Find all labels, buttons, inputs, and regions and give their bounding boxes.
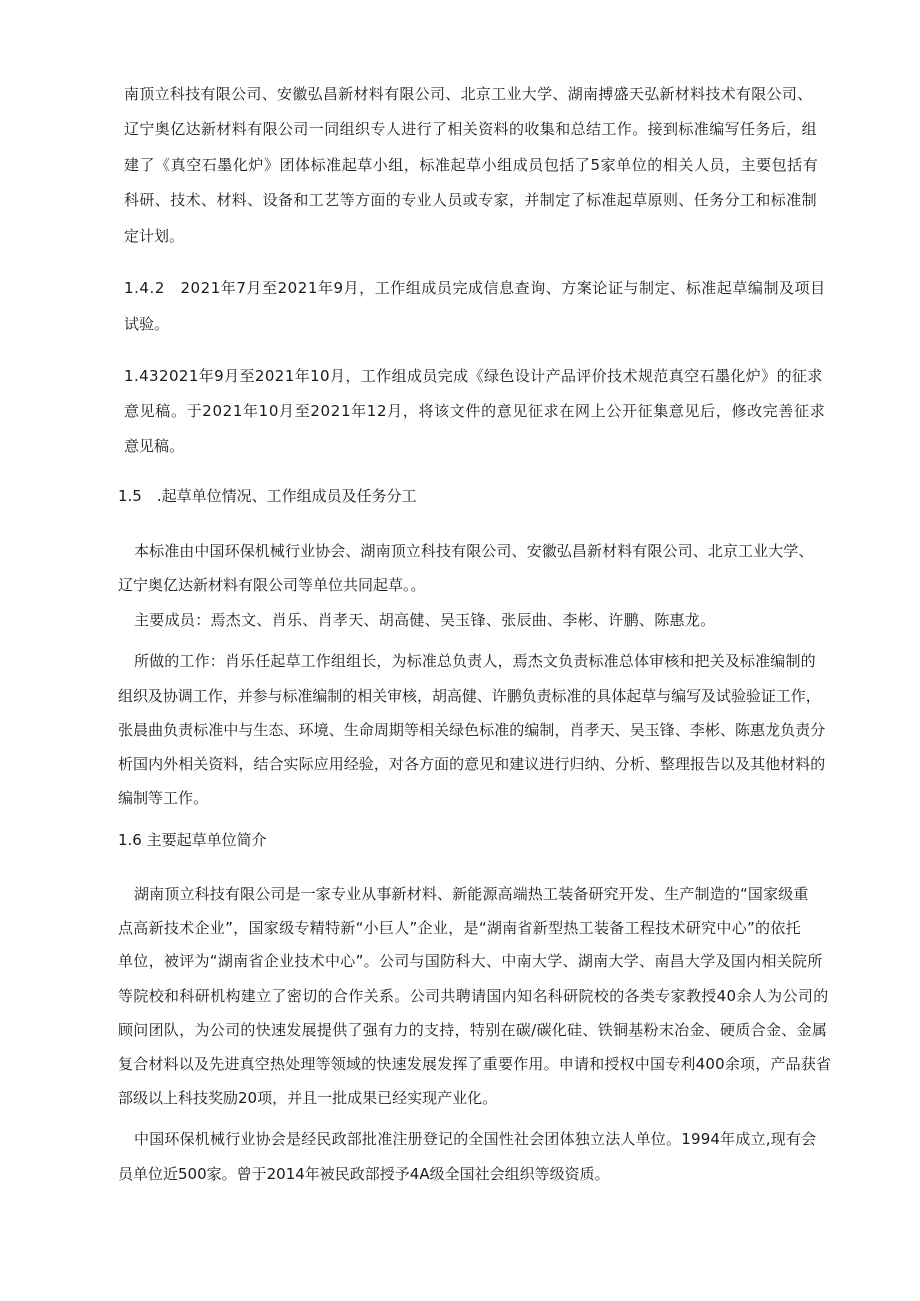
text-line: 意见稿。 [124,437,185,455]
text-line: 辽宁奥亿达新材料有限公司等单位共同起草。。 [118,576,426,594]
text-line: 析国内外相关资料，结合实际应用经验，对各方面的意见和建议进行归纳、分析、整理报告以及其他材料的 [118,755,826,773]
text-line: 张晨曲负责标准中与生态、环境、生命周期等相关绿色标准的编制，肖孝天、吴玉锋、李彬、陈惠龙负责分 [118,721,826,739]
text-line: 辽宁奥亿达新材料有限公司一同组织专人进行了相关资料的收集和总结工作。接到标准编写任务后，组 [124,120,818,138]
text-line: 本标准由中国环保机械行业协会、湖南顶立科技有限公司、安徽弘昌新材料有限公司、北京工业大学、 [134,542,814,560]
text-line: 建了《真空石墨化炉》团体标准起草小组，标准起草小组成员包括了5家单位的相关人员，主要包括有 [124,156,819,174]
text-line: 试验。 [124,315,170,333]
paragraph-main-members: 主要成员：焉杰文、肖乐、肖孝天、胡高健、吴玉锋、张辰曲、李彬、许鹏、陈惠龙。 [134,611,716,629]
text-line: 中国环保机械行业协会是经民政部批准注册登记的全国性社会团体独立法人单位。1994年成立,现有会 [134,1130,817,1148]
text-line: 南顶立科技有限公司、安徽弘昌新材料有限公司、北京工业大学、湖南搏盛天弘新材料技术有限公司、 [124,85,813,103]
text-line: 1.432021年9月至2021年10月，工作组成员完成《绿色设计产品评价技术规范真空石墨化炉》的征求 [124,367,823,385]
text-line: 顾问团队，为公司的快速发展提供了强有力的支持，特别在碳/碳化硅、铁铜基粉末冶金、硬质合金、金属 [118,1021,828,1039]
text-line: 等院校和科研机构建立了密切的合作关系。公司共聘请国内知名科研院校的各类专家教授40余人为公司的 [118,987,829,1005]
text-line: 单位，被评为“湖南省企业技术中心”。公司与国防科大、中南大学、湖南大学、南昌大学及国内相关院所 [118,952,823,970]
text-line: 科研、技术、材料、设备和工艺等方面的专业人员或专家，并制定了标准起草原则、任务分工和标准制 [124,191,818,209]
text-line: 所做的工作：肖乐任起草工作组组长，为标准总负责人，焉杰文负责标准总体审核和把关及标准编制的 [134,652,816,670]
section-heading-1-6: 1.6 主要起草单位简介 [118,831,267,849]
text-line: 员单位近500家。曾于2014年被民政部授予4A级全国社会组织等级资质。 [118,1165,610,1183]
text-line: 意见稿。于2021年10月至2021年12月，将该文件的意见征求在网上公开征集意见后，修改完善征求 [124,402,826,420]
text-line: 湖南顶立科技有限公司是一家专业从事新材料、新能源高端热工装备研究开发、生产制造的“国家级重 [134,885,809,903]
text-line: 点高新技术企业”，国家级专精特新“小巨人”企业，是“湖南省新型热工装备工程技术研究中心”的依托 [118,919,801,937]
text-line: 部级以上科技奖励20项，并且一批成果已经实现产业化。 [118,1089,498,1107]
text-line: 定计划。 [124,227,185,245]
text-line: 复合材料以及先进真空热处理等领域的快速发展发挥了重要作用。申请和授权中国专利400余项，产品获省 [118,1055,832,1073]
section-heading-1-5: 1.5 .起草单位情况、工作组成员及任务分工 [118,487,417,505]
text-line: 组织及协调工作，并参与标准编制的相关审核，胡高健、许鹏负责标准的具体起草与编写及试验验证工作， [118,687,821,705]
text-line: 编制等工作。 [118,789,209,807]
text-line: 1.4.2 2021年7月至2021年9月，工作组成员完成信息查询、方案论证与制定、标准起草编制及项目 [124,279,826,297]
